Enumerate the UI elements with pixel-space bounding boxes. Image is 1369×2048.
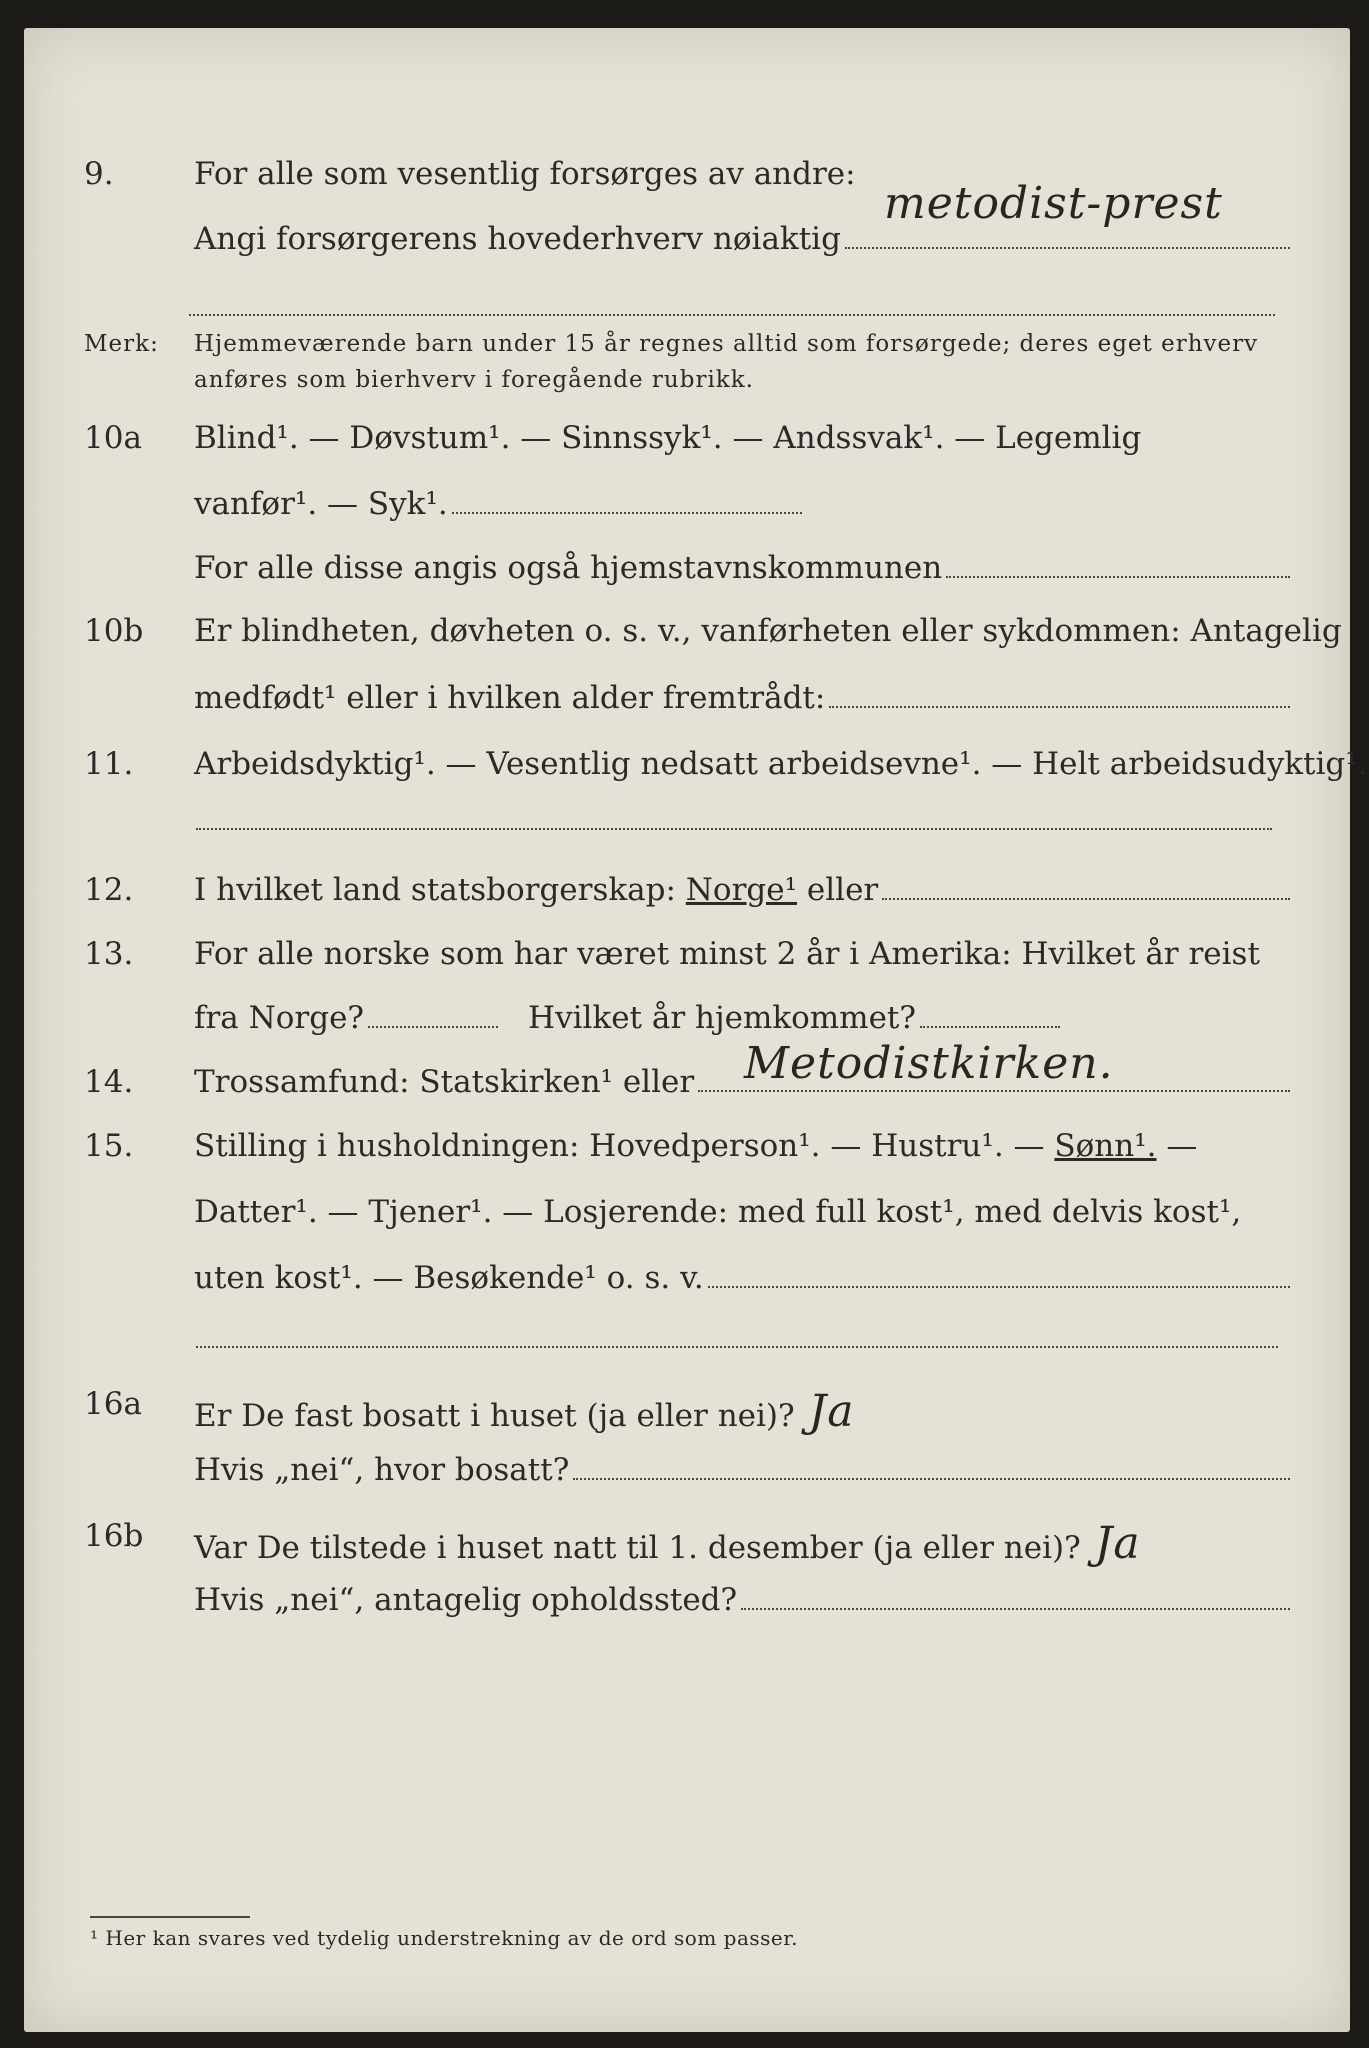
q12-underlined-norge: Norge¹ bbox=[685, 872, 798, 908]
q16a-handwritten-answer: Ja bbox=[808, 1386, 855, 1437]
q16b-number: 16b bbox=[84, 1518, 144, 1554]
q15-text3: uten kost¹. — Besøkende¹ o. s. v. bbox=[194, 1260, 704, 1296]
q9-handwritten-answer: metodist-prest bbox=[884, 178, 1223, 229]
q10b-text2: medfødt¹ eller i hvilken alder fremtrådt: bbox=[194, 680, 826, 716]
q13-text2a: fra Norge? bbox=[194, 1000, 365, 1036]
answer-line bbox=[708, 1286, 1290, 1288]
q9-text2: Angi forsørgerens hovederhverv nøiaktig bbox=[194, 221, 841, 257]
q11-number: 11. bbox=[84, 746, 134, 782]
merk-line1: Hjemmeværende barn under 15 år regnes alltid som forsørgede; deres eget erhverv bbox=[194, 331, 1259, 357]
q9-text1: For alle som vesentlig forsørges av andre: bbox=[194, 156, 856, 192]
merk-line2: anføres som bierhverv i foregående rubrikk. bbox=[194, 367, 754, 393]
q15-underlined-sonn: Sønn¹. bbox=[1054, 1128, 1157, 1164]
q12-text-post: eller bbox=[806, 872, 879, 908]
q11-text1: Arbeidsdyktig¹. — Vesentlig nedsatt arbeidsevne¹. — Helt arbeidsudyktig¹. bbox=[194, 746, 1368, 782]
q16b-text1: Var De tilstede i huset natt til 1. desember (ja eller nei)? bbox=[194, 1530, 1081, 1566]
q13-text1: For alle norske som har været minst 2 år i Amerika: Hvilket år reist bbox=[194, 936, 1260, 972]
q15-number: 15. bbox=[84, 1128, 134, 1164]
q15-text-post: — bbox=[1166, 1128, 1198, 1164]
answer-line bbox=[845, 247, 1290, 249]
q10a-text2: vanfør¹. — Syk¹. bbox=[194, 486, 448, 522]
q16a-text2: Hvis „nei“, hvor bosatt? bbox=[194, 1452, 570, 1488]
answer-line bbox=[196, 828, 1272, 830]
q10a-text3: For alle disse angis også hjemstavnskommunen bbox=[194, 550, 943, 586]
q10a-text1: Blind¹. — Døvstum¹. — Sinnssyk¹. — Andssvak¹. — Legemlig bbox=[194, 420, 1142, 456]
answer-line bbox=[368, 1026, 498, 1028]
answer-line bbox=[741, 1608, 1290, 1610]
q12-number: 12. bbox=[84, 872, 134, 908]
q16a-text1: Er De fast bosatt i huset (ja eller nei)? bbox=[194, 1398, 795, 1434]
answer-line bbox=[882, 898, 1290, 900]
q15-text-pre: Stilling i husholdningen: Hovedperson¹. — Hustru¹. — bbox=[194, 1128, 1045, 1164]
q13-text2b: Hvilket år hjemkommet? bbox=[528, 1000, 917, 1036]
q13-number: 13. bbox=[84, 936, 134, 972]
merk-note bbox=[84, 326, 1290, 398]
q16b-handwritten-answer: Ja bbox=[1094, 1518, 1141, 1569]
answer-line bbox=[196, 1346, 1278, 1348]
census-form-page bbox=[24, 28, 1368, 2032]
separator bbox=[189, 314, 1275, 316]
q14-text1: Trossamfund: Statskirken¹ eller bbox=[194, 1064, 695, 1100]
q10b-text1: Er blindheten, døvheten o. s. v., vanførheten eller sykdommen: Antagelig bbox=[194, 613, 1342, 649]
merk-label: Merk: bbox=[84, 331, 159, 357]
q14-handwritten-answer: Metodistkirken. bbox=[744, 1038, 1114, 1089]
q15-text2: Datter¹. — Tjener¹. — Losjerende: med full kost¹, med delvis kost¹, bbox=[194, 1194, 1242, 1230]
q10b-number: 10b bbox=[84, 613, 144, 649]
q16a-number: 16a bbox=[84, 1386, 142, 1422]
q16b-text2: Hvis „nei“, antagelig opholdssted? bbox=[194, 1582, 738, 1618]
answer-line bbox=[920, 1026, 1060, 1028]
q14-number: 14. bbox=[84, 1064, 134, 1100]
q9-number: 9. bbox=[84, 156, 114, 192]
answer-line bbox=[698, 1090, 1290, 1092]
q10a-number: 10a bbox=[84, 420, 142, 456]
footnote: ¹ Her kan svares ved tydelig understrekning av de ord som passer. bbox=[90, 1926, 798, 1950]
q12-text-pre: I hvilket land statsborgerskap: bbox=[194, 872, 676, 908]
answer-line bbox=[946, 576, 1290, 578]
answer-line bbox=[573, 1478, 1290, 1480]
answer-line bbox=[829, 706, 1290, 708]
answer-line bbox=[452, 512, 802, 514]
footnote-rule bbox=[90, 1916, 250, 1918]
